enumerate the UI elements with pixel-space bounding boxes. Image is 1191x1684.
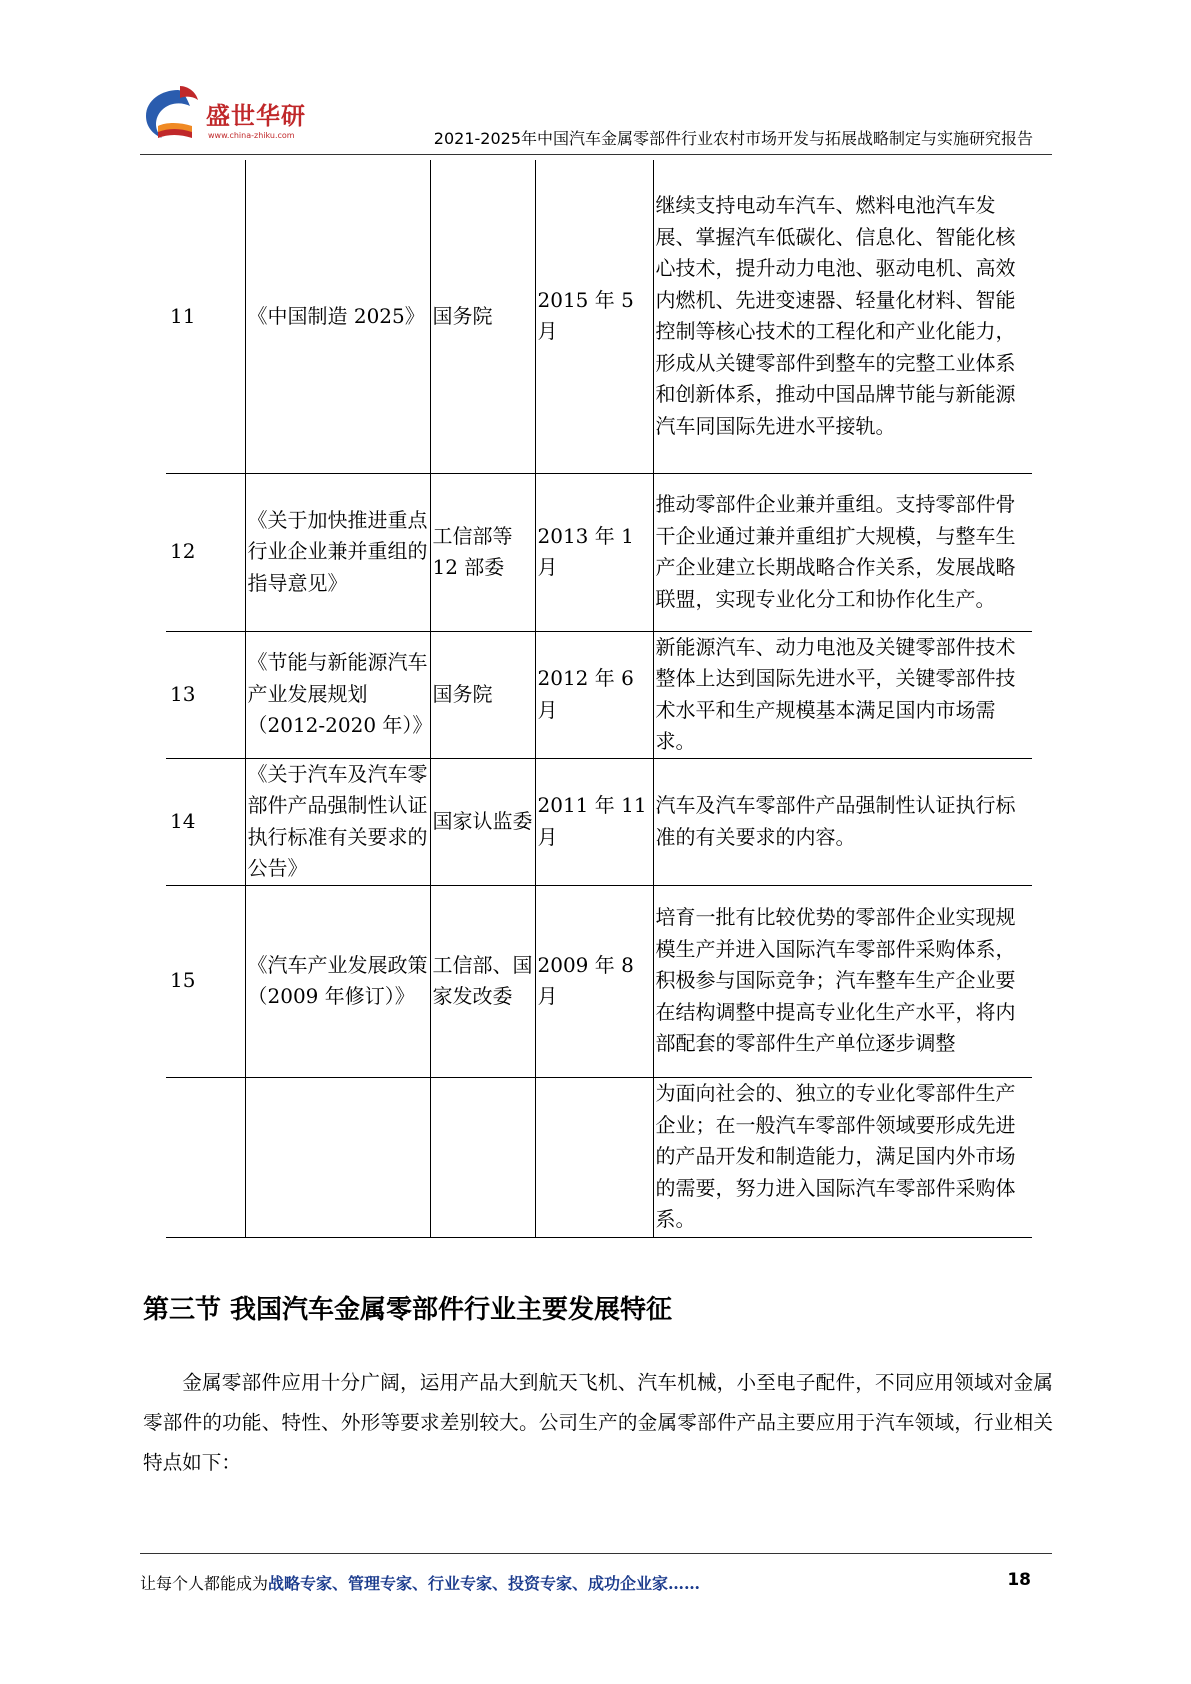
policy-name-cell: 《中国制造 2025》 (245, 160, 430, 473)
policy-name-cell: 《关于加快推进重点行业企业兼并重组的指导意见》 (245, 473, 430, 631)
content-cell: 新能源汽车、动力电池及关键零部件技术整体上达到国际先进水平，关键零部件技术水平和生产规模基本满足国内市场需求。 (653, 631, 1032, 758)
date-cell: 2011 年 11 月 (535, 758, 653, 885)
logo-name: 盛世华研 (206, 102, 306, 130)
content-cell: 推动零部件企业兼并重组。支持零部件骨干企业通过兼并重组扩大规模，与整车生产企业建立长期战略合作关系，发展战略联盟，实现专业化分工和协作化生产。 (653, 473, 1032, 631)
row-number-cell: 14 (166, 758, 245, 885)
date-cell: 2013 年 1 月 (535, 473, 653, 631)
report-title: 2021-2025年中国汽车金属零部件行业农村市场开发与拓展战略制定与实施研究报告 (433, 129, 1033, 148)
date-cell (535, 1077, 653, 1237)
logo-url: www.china-zhiku.com (208, 131, 295, 140)
row-number-cell: 11 (166, 160, 245, 473)
table-row (166, 1077, 1032, 1237)
table-row (166, 473, 1032, 631)
row-number-cell: 15 (166, 885, 245, 1077)
page-number: 18 (1007, 1570, 1031, 1590)
table-row (166, 631, 1032, 758)
table-row (166, 885, 1032, 1077)
policy-name-cell: 《节能与新能源汽车产业发展规划（2012-2020 年）》 (245, 631, 430, 758)
row-number-cell: 13 (166, 631, 245, 758)
issuer-cell: 工信部等 12 部委 (430, 473, 535, 631)
content-cell: 培育一批有比较优势的零部件企业实现规模生产并进入国际汽车零部件采购体系，积极参与国际竞争；汽车整车生产企业要在结构调整中提高专业化生产水平，将内部配套的零部件生产单位逐步调整 (653, 885, 1032, 1077)
body-paragraph: 金属零部件应用十分广阔，运用产品大到航天飞机、汽车机械，小至电子配件，不同应用领域对金属零部件的功能、特性、外形等要求差别较大。公司生产的金属零部件产品主要应用于汽车领域，行业相关特点如下： (143, 1371, 1053, 1474)
policy-name-cell (245, 1077, 430, 1237)
policy-name-cell: 《关于汽车及汽车零部件产品强制性认证执行标准有关要求的公告》 (245, 758, 430, 885)
issuer-cell: 国务院 (430, 631, 535, 758)
footer-slogan-highlight: 战略专家、管理专家、行业专家、投资专家、成功企业家…… (268, 1574, 701, 1593)
date-cell: 2012 年 6 月 (535, 631, 653, 758)
footer-divider (140, 1553, 1052, 1554)
content-cell: 汽车及汽车零部件产品强制性认证执行标准的有关要求的内容。 (653, 758, 1032, 885)
issuer-cell: 工信部、国家发改委 (430, 885, 535, 1077)
date-cell: 2015 年 5 月 (535, 160, 653, 473)
issuer-cell: 国务院 (430, 160, 535, 473)
policy-table (166, 160, 1032, 1238)
table-row (166, 160, 1032, 473)
date-cell: 2009 年 8 月 (535, 885, 653, 1077)
footer-slogan (140, 1571, 700, 1594)
page-header (0, 0, 1191, 160)
table-row (166, 758, 1032, 885)
footer-slogan-prefix: 让每个人都能成为 (140, 1574, 269, 1593)
policy-name-cell: 《汽车产业发展政策（2009 年修订）》 (245, 885, 430, 1077)
content-cell: 继续支持电动车汽车、燃料电池汽车发展、掌握汽车低碳化、信息化、智能化核心技术，提升动力电池、驱动电机、高效内燃机、先进变速器、轻量化材料、智能控制等核心技术的工程化和产业化能力，形成从关键零部件到整车的完整工业体系和创新体系，推动中国品牌节能与新能源汽车同国际先进水平接轨。 (653, 160, 1032, 473)
row-number-cell (166, 1077, 245, 1237)
row-number-cell: 12 (166, 473, 245, 631)
issuer-cell: 国家认监委 (430, 758, 535, 885)
header-divider (140, 154, 1052, 155)
issuer-cell (430, 1077, 535, 1237)
section-heading: 第三节 我国汽车金属零部件行业主要发展特征 (143, 1295, 673, 1325)
content-cell: 为面向社会的、独立的专业化零部件生产企业；在一般汽车零部件领域要形成先进的产品开发和制造能力，满足国内外市场的需要，努力进入国际汽车零部件采购体系。 (653, 1077, 1032, 1237)
